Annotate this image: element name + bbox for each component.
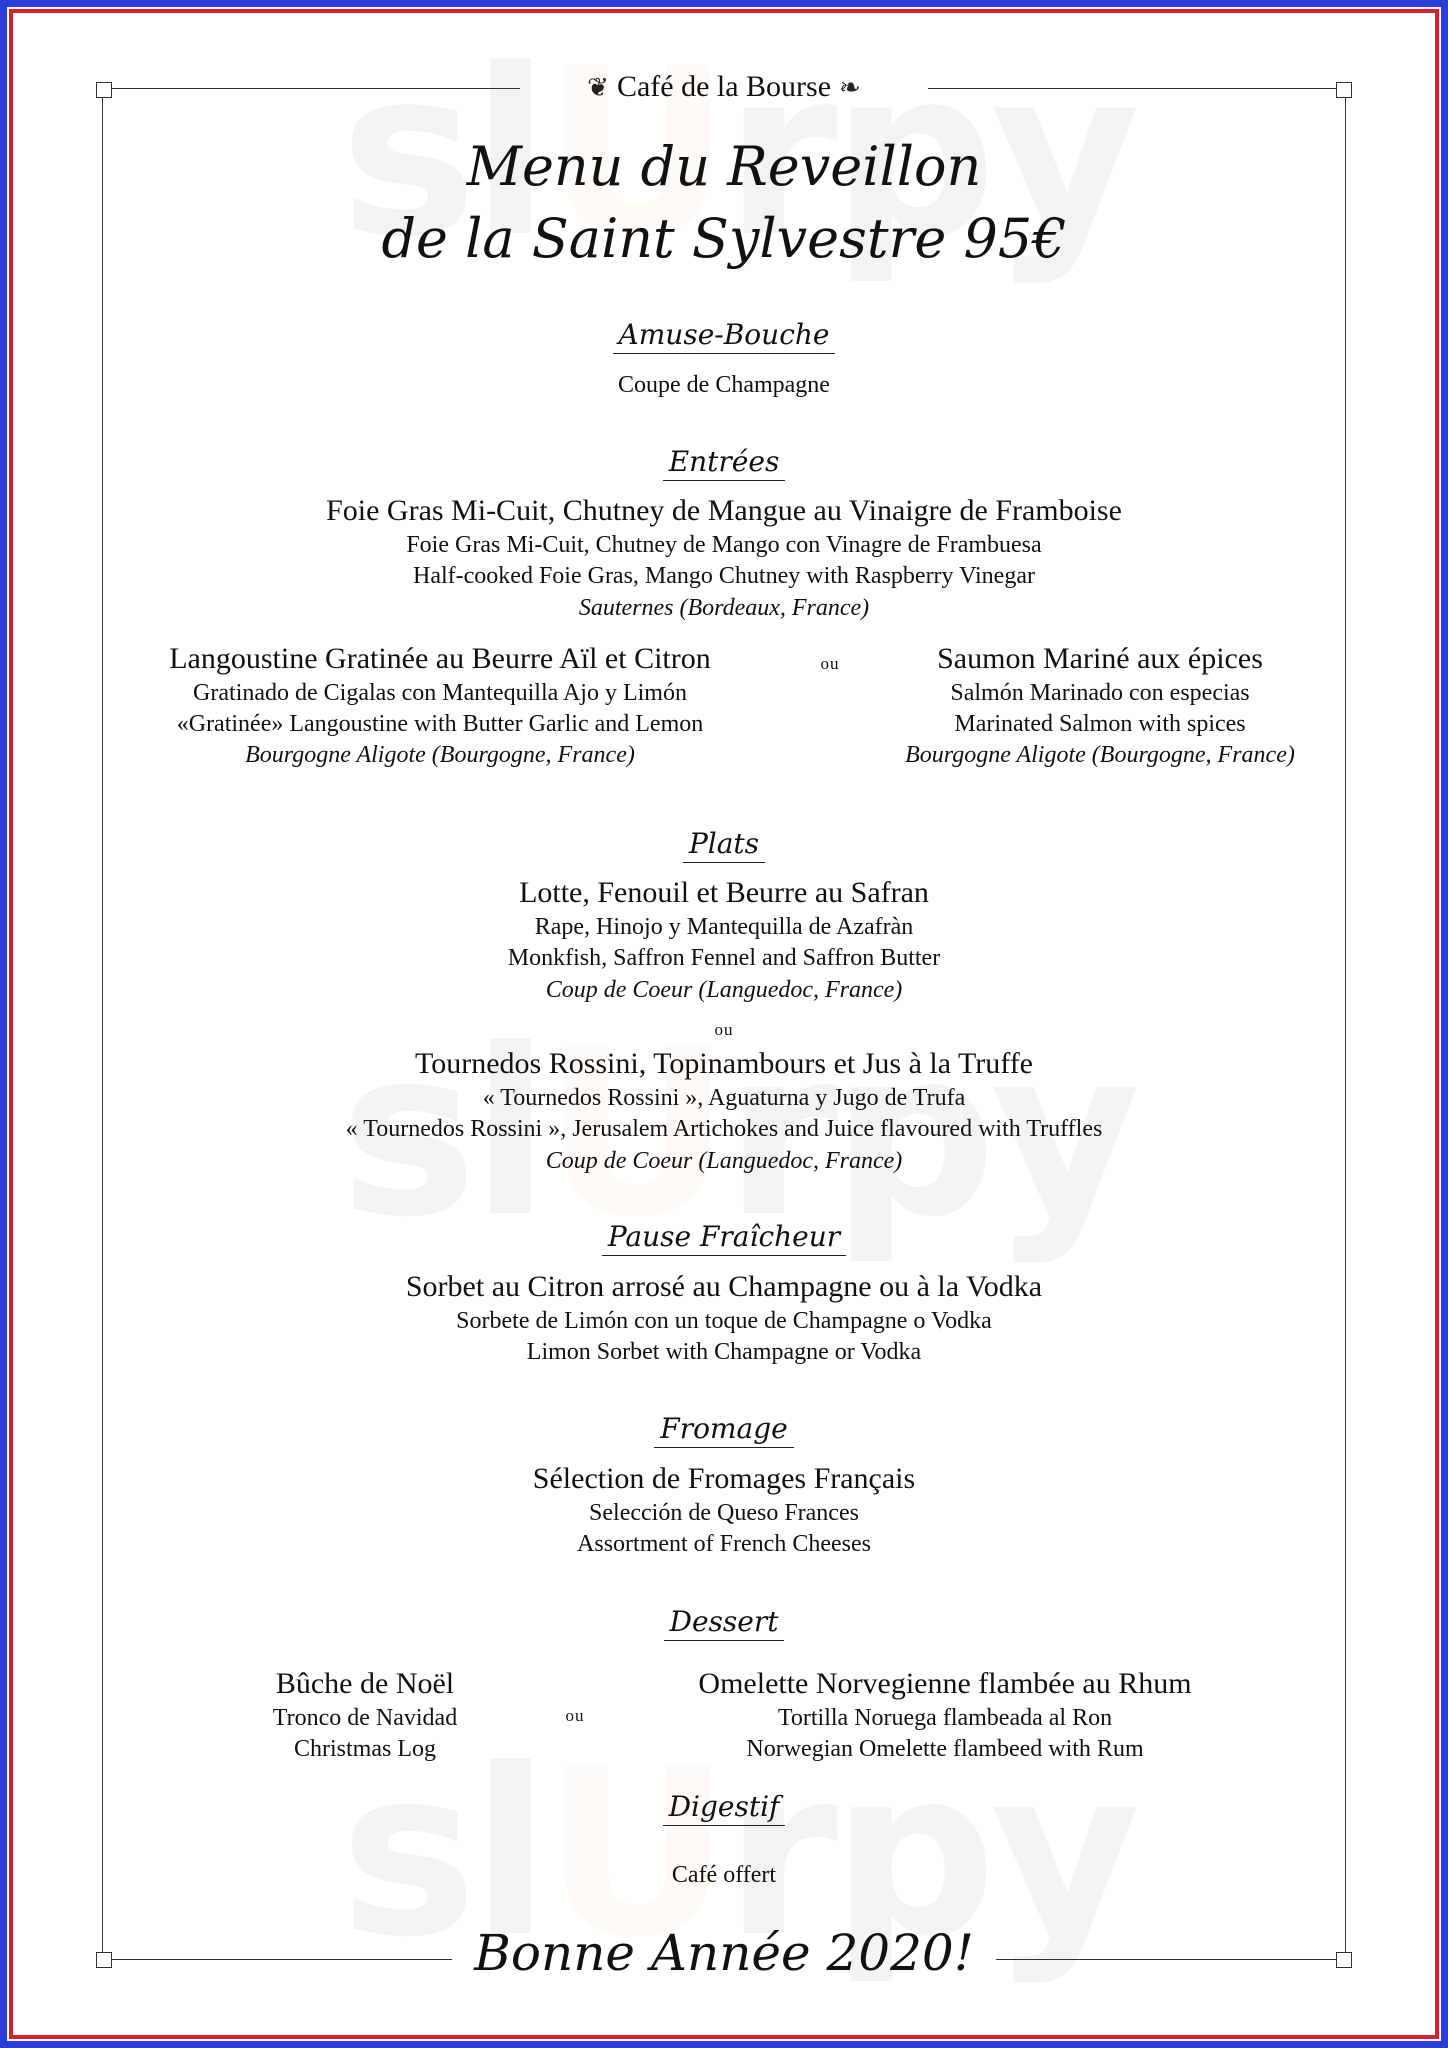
dish-english: Monkfish, Saffron Fennel and Saffron Butter xyxy=(507,945,941,971)
dessert-option-left xyxy=(200,1667,530,1767)
wine-pairing: Bourgogne Aligote (Bourgogne, France) xyxy=(905,742,1295,768)
dish-english: «Gratinée» Langoustine with Butter Garlic and Lemon xyxy=(176,711,704,737)
dish-title: Bûche de Noël xyxy=(275,1667,455,1700)
dish-spanish: Tortilla Noruega flambeada al Ron xyxy=(777,1705,1113,1731)
section-heading-digestif: Digestif xyxy=(0,1790,1448,1823)
fleur-ornament-icon: ❧ xyxy=(839,73,861,102)
section-heading-dessert: Dessert xyxy=(0,1605,1448,1638)
entree-option-left xyxy=(120,642,760,782)
dish-title: Langoustine Gratinée au Beurre Aïl et Citron xyxy=(169,642,711,675)
menu-title-line2: de la Saint Sylvestre 95€ xyxy=(381,207,1067,270)
wine-pairing: Coup de Coeur (Languedoc, France) xyxy=(545,977,903,1003)
dish-english: Limon Sorbet with Champagne or Vodka xyxy=(526,1339,922,1365)
menu-title-line1: Menu du Reveillon xyxy=(466,135,982,198)
dish-english: Christmas Log xyxy=(294,1736,436,1762)
wine-pairing: Bourgogne Aligote (Bourgogne, France) xyxy=(245,742,635,768)
amuse-bouche-item: Coupe de Champagne xyxy=(618,372,830,398)
dish-english: Norwegian Omelette flambeed with Rum xyxy=(746,1736,1144,1762)
dish-spanish: Sorbete de Limón con un toque de Champagne o Vodka xyxy=(456,1308,992,1334)
section-heading-fromage: Fromage xyxy=(0,1412,1448,1445)
dish-title: Sorbet au Citron arrosé au Champagne ou à la Vodka xyxy=(405,1270,1043,1303)
section-heading-entrees: Entrées xyxy=(0,445,1448,478)
new-year-greeting: Bonne Année 2020! xyxy=(474,1924,974,1982)
dish-spanish: Salmón Marinado con especias xyxy=(950,680,1250,706)
section-heading-pause-fraicheur: Pause Fraîcheur xyxy=(0,1220,1448,1253)
dish-title: Sélection de Fromages Français xyxy=(532,1462,916,1495)
dish-spanish: « Tournedos Rossini », Aguaturna y Jugo de Trufa xyxy=(482,1085,966,1111)
digestif-item: Café offert xyxy=(671,1862,777,1888)
dish-title: Foie Gras Mi-Cuit, Chutney de Mangue au Vinaigre de Framboise xyxy=(326,494,1122,527)
dish-english: Half-cooked Foie Gras, Mango Chutney with Raspberry Vinegar xyxy=(413,563,1035,589)
dish-spanish: Gratinado de Cigalas con Mantequilla Ajo y Limón xyxy=(193,680,687,706)
restaurant-name: ❦ Café de la Bourse ❧ xyxy=(587,70,861,103)
dish-spanish: Selección de Queso Frances xyxy=(589,1500,859,1526)
dish-english: Marinated Salmon with spices xyxy=(954,711,1246,737)
dish-title: Omelette Norvegienne flambée au Rhum xyxy=(698,1667,1192,1700)
dish-spanish: Tronco de Navidad xyxy=(272,1705,458,1731)
entree-option-right xyxy=(860,642,1340,782)
dessert-option-right xyxy=(640,1667,1250,1767)
wine-pairing: Sauternes (Bordeaux, France) xyxy=(578,595,870,621)
or-separator: ou xyxy=(820,654,840,673)
fleur-ornament-icon: ❦ xyxy=(587,73,609,102)
dish-english: « Tournedos Rossini », Jerusalem Artichokes and Juice flavoured with Truffles xyxy=(345,1116,1103,1142)
dish-spanish: Foie Gras Mi-Cuit, Chutney de Mango con Vinagre de Frambuesa xyxy=(406,532,1042,558)
or-separator: ou xyxy=(565,1706,585,1725)
dish-title: Tournedos Rossini, Topinambours et Jus à la Truffe xyxy=(414,1047,1034,1080)
or-separator: ou xyxy=(714,1020,734,1039)
dish-title: Saumon Mariné aux épices xyxy=(937,642,1263,675)
section-heading-plats: Plats xyxy=(0,827,1448,860)
dish-title: Lotte, Fenouil et Beurre au Safran xyxy=(519,876,929,909)
dish-spanish: Rape, Hinojo y Mantequilla de Azafràn xyxy=(534,914,914,940)
section-heading-amuse-bouche: Amuse-Bouche xyxy=(0,318,1448,351)
dish-english: Assortment of French Cheeses xyxy=(577,1531,871,1557)
wine-pairing: Coup de Coeur (Languedoc, France) xyxy=(545,1148,903,1174)
